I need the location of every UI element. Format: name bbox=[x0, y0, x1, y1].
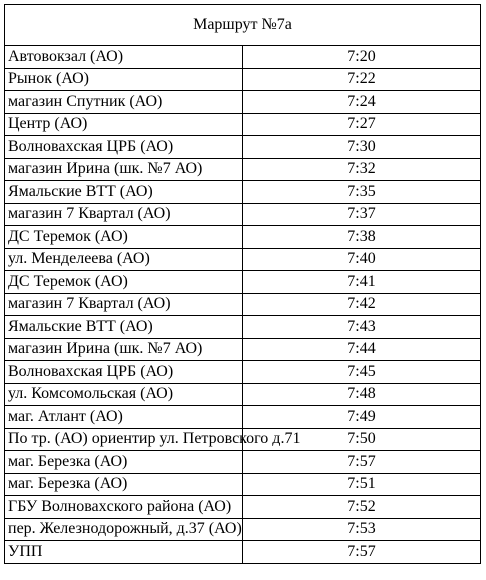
stop-name-cell: Ямальские ВТТ (АО) bbox=[5, 316, 243, 339]
schedule-body bbox=[5, 5, 481, 564]
stop-row bbox=[5, 203, 481, 226]
stop-name-cell: ГБУ Волноваxского района (АО) bbox=[5, 496, 243, 519]
stop-name-cell: ул. Менделеева (АО) bbox=[5, 248, 243, 271]
stop-row bbox=[5, 316, 481, 339]
stop-name-cell: магазин 7 Квартал (АО) bbox=[5, 203, 243, 226]
stop-row bbox=[5, 406, 481, 429]
stop-time-cell: 7:35 bbox=[243, 181, 481, 204]
stop-row bbox=[5, 496, 481, 519]
stop-time-cell: 7:27 bbox=[243, 113, 481, 136]
stop-row bbox=[5, 451, 481, 474]
stop-name-cell: Рынок (АО) bbox=[5, 68, 243, 91]
stop-row bbox=[5, 113, 481, 136]
stop-time-cell: 7:24 bbox=[243, 91, 481, 114]
stop-row bbox=[5, 293, 481, 316]
stop-name-cell: пер. Железнодорожный, д.37 (АО) bbox=[5, 518, 243, 541]
stop-row bbox=[5, 518, 481, 541]
stop-row bbox=[5, 91, 481, 114]
stop-time-cell: 7:49 bbox=[243, 406, 481, 429]
route-title: Маршрут №7а bbox=[5, 5, 481, 46]
stop-time-cell: 7:37 bbox=[243, 203, 481, 226]
route-schedule-table bbox=[4, 4, 481, 564]
stop-time-cell: 7:22 bbox=[243, 68, 481, 91]
stop-time-cell: 7:50 bbox=[243, 428, 481, 451]
stop-time-cell: 7:45 bbox=[243, 361, 481, 384]
stop-time-cell: 7:42 bbox=[243, 293, 481, 316]
stop-time-cell: 7:57 bbox=[243, 451, 481, 474]
title-row bbox=[5, 5, 481, 46]
stop-time-cell: 7:32 bbox=[243, 158, 481, 181]
stop-name-cell: маг. Атлант (АО) bbox=[5, 406, 243, 429]
stop-time-cell: 7:52 bbox=[243, 496, 481, 519]
stop-row bbox=[5, 181, 481, 204]
stop-name-cell: По тр. (АО) ориентир ул. Петровского д.71 bbox=[5, 428, 243, 451]
stop-time-cell: 7:51 bbox=[243, 473, 481, 496]
stop-time-cell: 7:57 bbox=[243, 541, 481, 564]
stop-time-cell: 7:40 bbox=[243, 248, 481, 271]
stop-name-cell: Волноваxская ЦРБ (АО) bbox=[5, 136, 243, 159]
stop-time-cell: 7:44 bbox=[243, 338, 481, 361]
stop-name-cell: УПП bbox=[5, 541, 243, 564]
stop-name-cell: ДС Теремок (АО) bbox=[5, 226, 243, 249]
stop-time-cell: 7:30 bbox=[243, 136, 481, 159]
stop-name-cell: ДС Теремок (АО) bbox=[5, 271, 243, 294]
stop-time-cell: 7:41 bbox=[243, 271, 481, 294]
stop-name-cell: Автовокзал (АО) bbox=[5, 46, 243, 69]
stop-time-cell: 7:48 bbox=[243, 383, 481, 406]
stop-name-cell: магазин Ирина (шк. №7 АО) bbox=[5, 158, 243, 181]
stop-row bbox=[5, 46, 481, 69]
stop-row bbox=[5, 271, 481, 294]
stop-time-cell: 7:38 bbox=[243, 226, 481, 249]
stop-row bbox=[5, 136, 481, 159]
stop-name-cell: Центр (АО) bbox=[5, 113, 243, 136]
stop-row bbox=[5, 383, 481, 406]
stop-name-cell: магазин Ирина (шк. №7 АО) bbox=[5, 338, 243, 361]
stop-row bbox=[5, 541, 481, 564]
stop-row bbox=[5, 248, 481, 271]
stop-name-cell: Волноваxская ЦРБ (АО) bbox=[5, 361, 243, 384]
stop-name-cell: маг. Березка (АО) bbox=[5, 473, 243, 496]
stop-name-cell: магазин 7 Квартал (АО) bbox=[5, 293, 243, 316]
stop-row bbox=[5, 226, 481, 249]
stop-row bbox=[5, 428, 481, 451]
stop-row bbox=[5, 473, 481, 496]
stop-row bbox=[5, 68, 481, 91]
stop-time-cell: 7:20 bbox=[243, 46, 481, 69]
stop-name-cell: ул. Комсомольская (АО) bbox=[5, 383, 243, 406]
stop-row bbox=[5, 361, 481, 384]
stop-time-cell: 7:53 bbox=[243, 518, 481, 541]
stop-time-cell: 7:43 bbox=[243, 316, 481, 339]
stop-row bbox=[5, 338, 481, 361]
stop-name-cell: маг. Березка (АО) bbox=[5, 451, 243, 474]
stop-name-cell: магазин Спутник (АО) bbox=[5, 91, 243, 114]
stop-row bbox=[5, 158, 481, 181]
stop-name-cell: Ямальские ВТТ (АО) bbox=[5, 181, 243, 204]
